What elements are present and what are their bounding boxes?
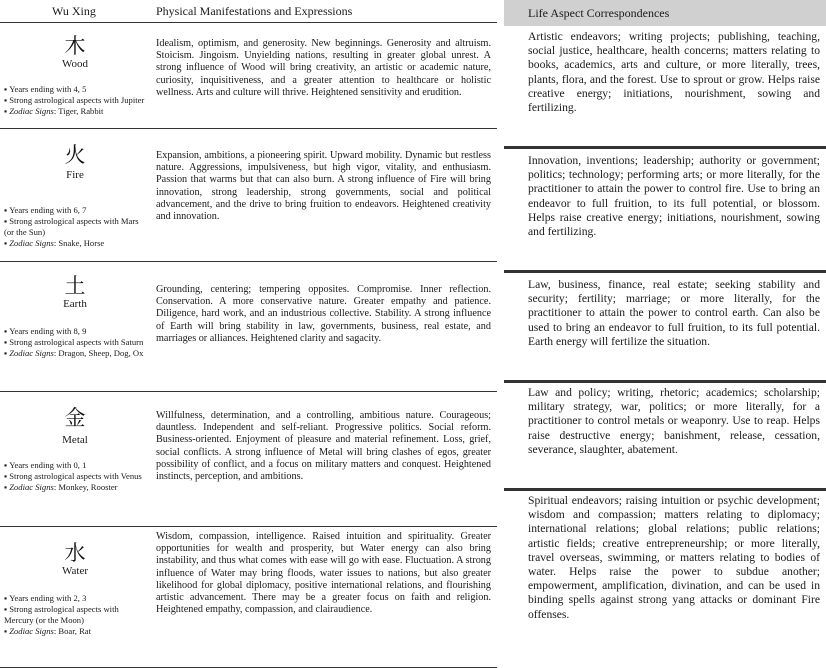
correspondence-metal: Law and policy; writing, rhetoric; academics; scholarship; military strategy, war, politics; or more literally, for a practitioner to control metals or weaponry. Use to reap. Helps raise destructive energy; banishment, release, cessation, severance, slaughter, abatement. xyxy=(528,386,820,456)
element-cell xyxy=(0,129,150,261)
element-cell xyxy=(0,22,150,128)
zodiac-label: Zodiac Signs xyxy=(9,348,54,358)
zodiac-line: ▪ Zodiac Signs: Dragon, Sheep, Dog, Ox xyxy=(4,348,148,359)
table-row-fire xyxy=(0,129,497,262)
manifestations-text: Wisdom, compassion, intelligence. Raised intuition and spirituality. Greater opportunities for wealth and prosperity, but Water energy can also bring instability, and thus what comes with ease will go with ease. Fluctuation. A strong influence of Water may bring floods, water issues to nations, but also greater likelihood for global diplomacy, positive international relations, and flourishing artistic advancement. There may be a greater focus on faith and religion. Heightened empathy, compassion, and clairaudience. xyxy=(156,531,491,616)
years-text: ▪ Years ending with 6, 7 xyxy=(4,205,148,216)
years-text: ▪ Years ending with 0, 1 xyxy=(4,460,148,471)
divider xyxy=(504,146,826,149)
correspondence-earth: Law, business, finance, real estate; seeking stability and security; fertility; marriage; or more literally, for the practitioner to attain the power to control earth. Can also be used to bring an endeavor to full fruition, to its full potential. Earth energy will fertilize the situation. xyxy=(528,278,820,348)
earth-glyph: 土 xyxy=(64,274,86,298)
life-aspect-panel xyxy=(504,0,826,668)
element-details xyxy=(4,205,148,249)
zodiac-text: Dragon, Sheep, Dog, Ox xyxy=(58,348,144,358)
zodiac-label: Zodiac Signs xyxy=(9,106,54,116)
wood-glyph: 木 xyxy=(64,34,86,58)
years-text: ▪ Years ending with 2, 3 xyxy=(4,593,148,604)
element-cell xyxy=(0,262,150,391)
zodiac-text: Tiger, Rabbit xyxy=(58,106,104,116)
table-row-water xyxy=(0,527,497,668)
manifestations-text: Expansion, ambitions, a pioneering spirit. Upward mobility. Dynamic but restless nature. Aggressions, impulsiveness, but high vigor, vitality, and enthusiasm. Passion that warms but that can also burn. A strong influence of Fire will bring innovation, strong leadership, strong governments, social and political advancement, and the drive to bring fruition to endeavors. Heightened creativity and innovation. xyxy=(156,150,491,223)
years-text: ▪ Years ending with 8, 9 xyxy=(4,326,148,337)
zodiac-text: Monkey, Rooster xyxy=(58,482,118,492)
zodiac-line: ▪ Zodiac Signs: Boar, Rat xyxy=(4,626,148,637)
physical-manifestations-header: Physical Manifestations and Expressions xyxy=(156,4,353,18)
manifestations-text: Willfulness, determination, and a controlling, ambitious nature. Courageous; dauntless. Independent and self-reliant. Progressive politics. Social reform. Business-oriented. Enjoyment of pleasure and material refinement. Loss, grief, social conflicts. A strong influence of Metal will bring clashes of egos, greater possibility of conflict, and a focus on military matters and conquest. Heightened instincts, perception, and ambitions. xyxy=(156,410,491,483)
metal-glyph: 金 xyxy=(64,406,86,430)
aspects-text: ▪ Strong astrological aspects with Mars (or the Sun) xyxy=(4,216,148,238)
correspondence-wood: Artistic endeavors; writing projects; publishing, teaching, social justice, healthcare, health concerns; matters relating to books, academics, arts and culture, or more literally, trees, plants, flora, and the forest. Use to sprout or grow. Helps raise creative energy; initiations, nourishment, sowing and fertilizing. xyxy=(528,30,820,115)
zodiac-line: ▪ Zodiac Signs: Monkey, Rooster xyxy=(4,482,148,493)
aspects-text: ▪ Strong astrological aspects with Saturn xyxy=(4,337,148,348)
table-header xyxy=(0,0,497,23)
wu-xing-header: Wu Xing xyxy=(52,4,96,18)
divider xyxy=(504,488,826,491)
fire-glyph: 火 xyxy=(64,143,86,167)
zodiac-line: ▪ Zodiac Signs: Snake, Horse xyxy=(4,238,148,249)
element-name: Fire xyxy=(66,169,84,181)
table-row-wood xyxy=(0,22,497,129)
element-name: Wood xyxy=(61,58,88,70)
correspondence-fire: Innovation, inventions; leadership; authority or government; politics; technology; performing arts; or more literally, for the practitioner to attain the power to control fire. Use to bring an endeavor to full fruition, to its full potential, or blossom. Helps raise creative energy; initiations, nourishment, sowing and fertilizing. xyxy=(528,154,820,239)
table-row-earth xyxy=(0,262,497,392)
element-details xyxy=(4,460,148,493)
aspects-text: ▪ Strong astrological aspects with Venus xyxy=(4,471,148,482)
element-details xyxy=(4,84,148,117)
divider xyxy=(504,380,826,383)
life-aspect-title: Life Aspect Correspondences xyxy=(528,6,670,20)
years-text: ▪ Years ending with 4, 5 xyxy=(4,84,148,95)
zodiac-label: Zodiac Signs xyxy=(9,626,54,636)
zodiac-text: Boar, Rat xyxy=(58,626,91,636)
divider xyxy=(504,270,826,273)
aspects-text: ▪ Strong astrological aspects with Mercury (or the Moon) xyxy=(4,604,148,626)
element-name: Metal xyxy=(62,434,88,446)
manifestations-text: Grounding, centering; tempering opposites. Compromise. Inner reflection. Conservation. A more conservative nature. Greater empathy and patience. Diligence, hard work, and an industrious collective. Stability. A strong influence of Earth will bring stability in law, governments, business, real estate, and marriages or alliances. Heightened clarity and sagacity. xyxy=(156,284,491,344)
correspondence-water: Spiritual endeavors; raising intuition or psychic development; wisdom and compassion; matters relating to diplomacy; international relations; global relations; public relations; artistic fields; creative entrepreneurship; or more literally, travel overseas, swimming, or matters relating to bodies of water. Helps raise the power to subdue another; empowerment, amplification, divination, and can be used in binding spells against strong yang attacks or dominant Fire offenses. xyxy=(528,494,820,621)
zodiac-line: ▪ Zodiac Signs: Tiger, Rabbit xyxy=(4,106,148,117)
manifestations-text: Idealism, optimism, and generosity. New beginnings. Generosity and altruism. Stoicism. Jingoism. Unyielding nations, resulting in greater global unrest. A strong influence of Wood will bring creativity, an artistic or academic nature, curiosity, inquisitiveness, and a greater attention to healthcare or holistic wellness. Arts and culture will thrive. Heightened sensitivity and erudition. xyxy=(156,38,491,98)
water-glyph: 水 xyxy=(64,541,86,565)
element-name: Water xyxy=(62,565,88,577)
life-aspect-header xyxy=(504,0,826,26)
element-cell xyxy=(0,527,150,667)
zodiac-label: Zodiac Signs xyxy=(9,482,54,492)
element-name: Earth xyxy=(63,298,87,310)
aspects-text: ▪ Strong astrological aspects with Jupiter xyxy=(4,95,148,106)
element-details xyxy=(4,593,148,637)
element-cell xyxy=(0,392,150,526)
table-row-metal xyxy=(0,392,497,527)
element-details xyxy=(4,326,148,359)
zodiac-text: Snake, Horse xyxy=(58,238,105,248)
zodiac-label: Zodiac Signs xyxy=(9,238,54,248)
